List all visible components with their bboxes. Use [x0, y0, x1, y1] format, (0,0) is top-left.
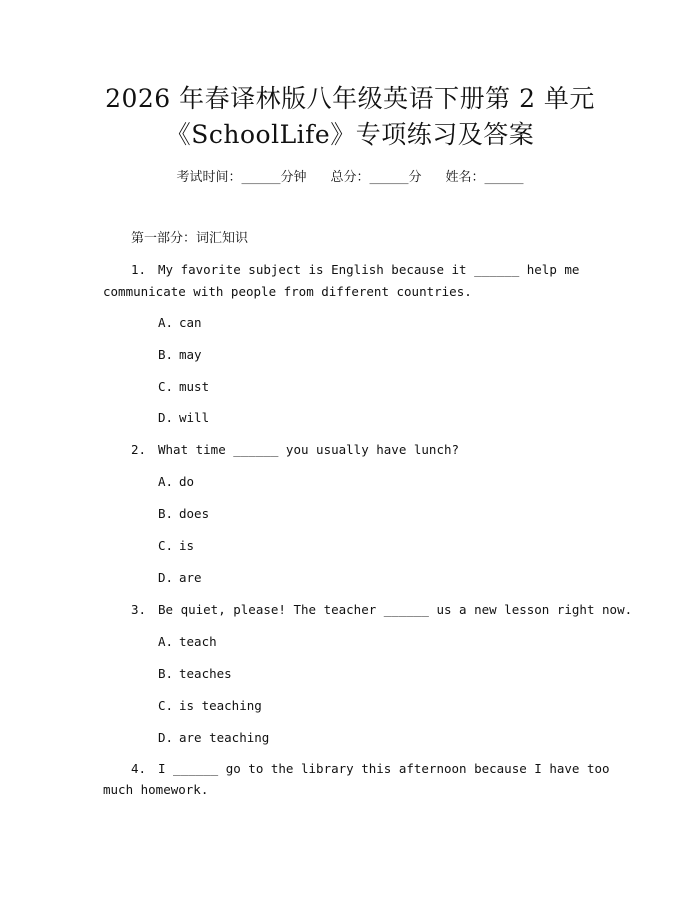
question-text: My favorite subject is English because it ______ help me [158, 262, 580, 277]
option-letter: A. [158, 474, 174, 489]
option-text: is [179, 538, 195, 553]
exam-time-field: 考试时间：______分钟 [176, 170, 307, 185]
option-text: may [179, 347, 202, 362]
option-letter: C. [158, 698, 174, 713]
question-number: 2. [131, 442, 147, 457]
option-letter: B. [158, 506, 174, 521]
question-text: Be quiet, please! The teacher ______ us a new lesson right now. [158, 602, 633, 617]
option-text: is teaching [179, 698, 262, 713]
option-letter: A. [158, 315, 174, 330]
option-letter: C. [158, 538, 174, 553]
question-text-continued: much homework. [103, 782, 209, 797]
question-number: 3. [131, 602, 147, 617]
question-number: 4. [131, 761, 147, 776]
option-letter: A. [158, 634, 174, 649]
option-letter: D. [158, 410, 174, 425]
option-text: are [179, 570, 202, 585]
exam-meta-line [0, 169, 700, 187]
option-letter: D. [158, 730, 174, 745]
total-score-field: 总分：______分 [330, 170, 422, 185]
option-text: teaches [179, 666, 232, 681]
document-title-line-2: 《SchoolLife》专项练习及答案 [165, 120, 535, 149]
option-letter: B. [158, 347, 174, 362]
question-number: 1. [131, 262, 147, 277]
student-name-field: 姓名：______ [445, 170, 524, 185]
option-letter: B. [158, 666, 174, 681]
option-letter: C. [158, 379, 174, 394]
option-letter: D. [158, 570, 174, 585]
option-text: do [179, 474, 195, 489]
document-title-line-1: 2026 年春译林版八年级英语下册第 2 单元 [105, 84, 595, 113]
question-text: I ______ go to the library this afternoon because I have too [158, 761, 610, 776]
section-heading: 第一部分：词汇知识 [131, 231, 249, 246]
question-text-continued: communicate with people from different countries. [103, 284, 472, 299]
question-text: What time ______ you usually have lunch? [158, 442, 460, 457]
option-text: will [179, 410, 210, 425]
option-text: are teaching [179, 730, 270, 745]
option-text: does [179, 506, 210, 521]
option-text: must [179, 379, 210, 394]
option-text: can [179, 315, 202, 330]
option-text: teach [179, 634, 217, 649]
